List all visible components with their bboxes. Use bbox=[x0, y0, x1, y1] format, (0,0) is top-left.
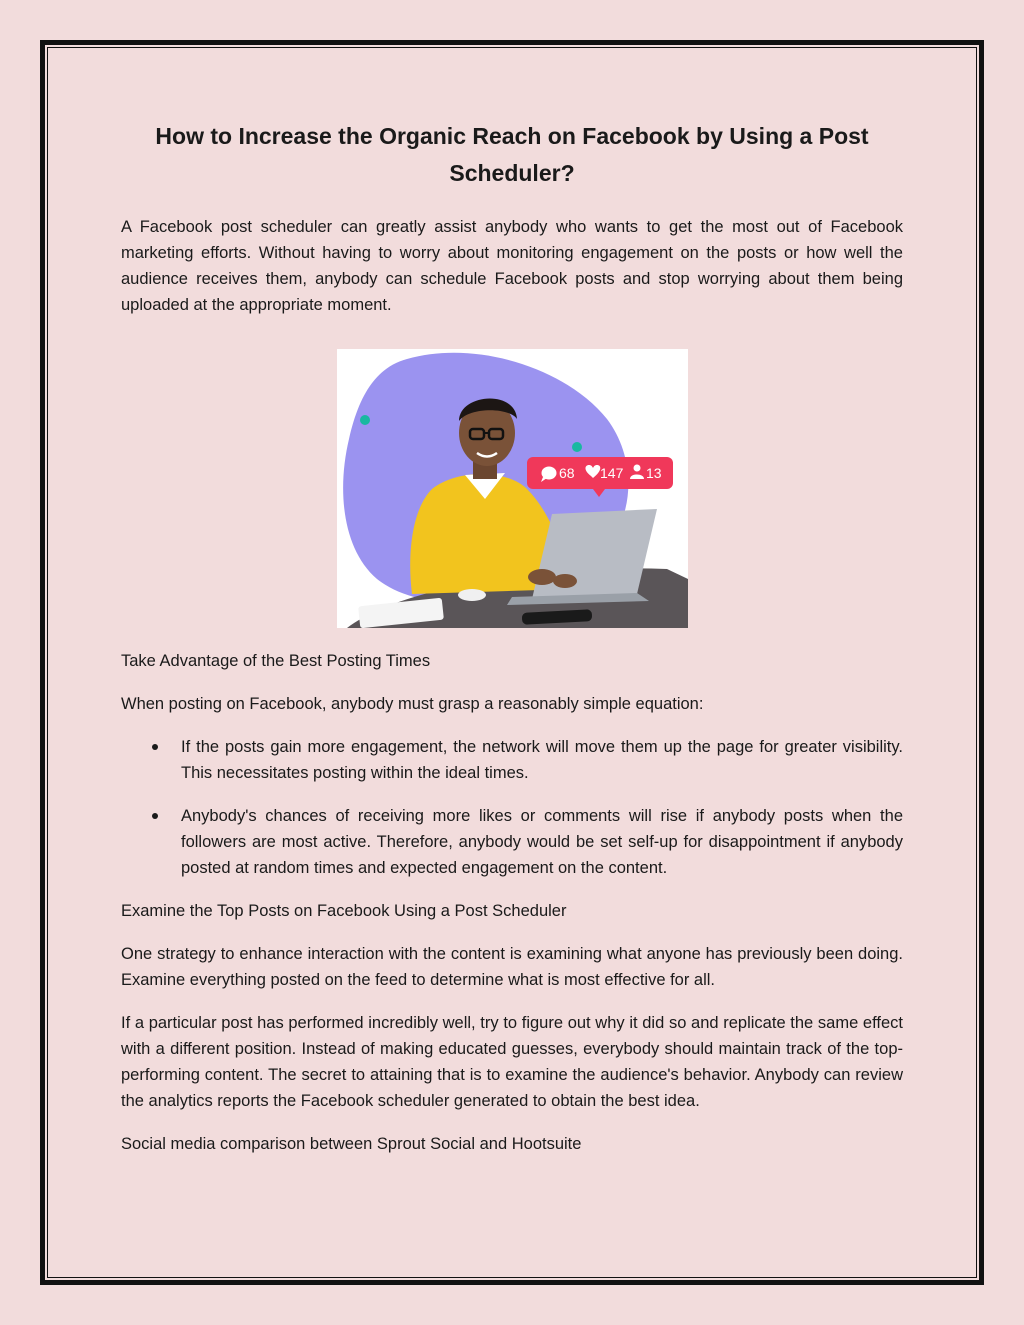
accent-dot-left bbox=[360, 415, 370, 425]
list-item-text: Anybody's chances of receiving more likes or comments will rise if anybody posts when the followers are most active. Therefore, anybody would be set self-up for disappointment if anybody posted at random times and expected engagement on the content. bbox=[181, 807, 903, 877]
bullet-icon bbox=[152, 813, 158, 819]
list-item-text: If the posts gain more engagement, the network will move them up the page for greater visibility. This necessitates posting within the ideal times. bbox=[181, 738, 903, 782]
badge-comments-count: 68 bbox=[558, 465, 575, 481]
intro-paragraph: A Facebook post scheduler can greatly assist anybody who wants to get the most out of Facebook marketing efforts. Without having to worry about monitoring engagement on the posts or how well the audience receives them, anybody can schedule Facebook posts and stop worrying about them being uploaded at the appropriate moment. bbox=[121, 218, 903, 314]
top-posts-paragraph-2: If a particular post has performed incredibly well, try to figure out why it did so and replicate the same effect with a different position. Instead of making educated guesses, everybody should maintain track of the top-performing content. The secret to attaining that is to examine the audience's behavior. Anybody can review the analytics reports the Facebook scheduler generated to obtain the best idea. bbox=[121, 1014, 903, 1110]
article-title: How to Increase the Organic Reach on Facebook by Using a Post Scheduler? bbox=[155, 123, 869, 186]
bullet-icon bbox=[152, 744, 158, 750]
section-heading-comparison: Social media comparison between Sprout Social and Hootsuite bbox=[121, 1135, 582, 1153]
badge-followers-count: 13 bbox=[645, 465, 662, 481]
section-heading-top-posts: Examine the Top Posts on Facebook Using a Post Scheduler bbox=[121, 902, 567, 920]
engagement-bullet-list bbox=[121, 734, 903, 881]
hero-illustration bbox=[337, 349, 688, 628]
badge-likes-count: 147 bbox=[599, 465, 623, 481]
section-heading-best-times: Take Advantage of the Best Posting Times bbox=[121, 652, 431, 670]
section-intro-equation: When posting on Facebook, anybody must grasp a reasonably simple equation: bbox=[121, 695, 704, 713]
list-item bbox=[181, 803, 903, 881]
article-body bbox=[121, 118, 903, 1157]
laptop bbox=[532, 509, 657, 599]
accent-dot-right bbox=[572, 442, 582, 452]
list-item bbox=[181, 734, 903, 786]
top-posts-paragraph-1: One strategy to enhance interaction with the content is examining what anyone has previously been doing. Examine everything posted on the feed to determine what is most effective for all. bbox=[121, 945, 903, 989]
